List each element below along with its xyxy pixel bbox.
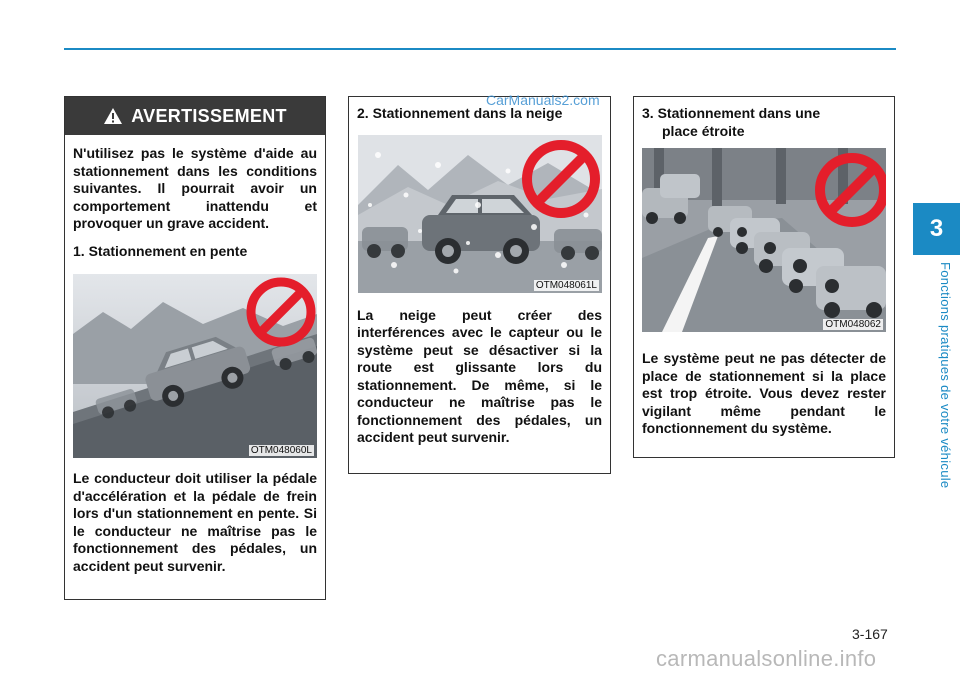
figure-snow	[358, 135, 602, 293]
figure-code: OTM048062	[825, 319, 881, 330]
item-3-text: Le système peut ne pas détecter de place de stationnement si la place est trop étroite. Vous devez rester vigilant même pendant le fonctionnement du système.	[642, 350, 886, 436]
snow-illustration	[358, 135, 602, 293]
figure-slope	[73, 274, 317, 458]
chapter-tab[interactable]	[913, 203, 960, 255]
snow-box	[348, 96, 611, 474]
figure-code: OTM048061L	[535, 279, 597, 291]
item-2-title: 2. Stationnement dans la neige	[357, 105, 563, 121]
warning-intro: N'utilisez pas le système d'aide au stationnement dans les conditions suivantes. Il pourrait avoir un comportement inattendu et provoquer un grave accident.	[73, 145, 317, 231]
item-3-title-b: place étroite	[662, 122, 745, 139]
warning-triangle-icon	[103, 107, 123, 125]
narrow-space-box	[633, 96, 895, 458]
warning-box	[64, 96, 326, 600]
chapter-number: 3	[929, 215, 944, 242]
narrow-space-illustration	[642, 148, 886, 332]
chapter-title: Fonctions pratiques de votre véhicule	[938, 262, 953, 489]
watermark-top[interactable]: CarManuals2.com	[486, 92, 600, 108]
warning-title: AVERTISSEMENT	[131, 105, 287, 126]
top-rule	[64, 48, 896, 50]
slope-illustration	[73, 274, 317, 458]
warning-header	[65, 97, 325, 135]
page-number: 3-167	[852, 626, 888, 642]
item-3-title-line1	[642, 105, 886, 123]
item-3-title-a: 3. Stationnement dans une	[642, 105, 821, 121]
item-1-text: Le conducteur doit utiliser la pédale d'accélération et la pédale de frein lors d'un stationnement en pente. Si le conducteur ne maîtrise pas le fonctionnement des pédales, un accident peut survenir.	[73, 470, 317, 574]
figure-narrow-space	[642, 148, 886, 332]
figure-code: OTM048060L	[250, 445, 312, 456]
item-2-text: La neige peut créer des interférences avec le capteur ou le système peut se désactiver si la route est glissante lors du stationnement. De même, si le conducteur ne maîtrise pas le fonctionnement des pédales, un accident peut survenir.	[357, 306, 602, 445]
item-1-title: 1. Stationnement en pente	[73, 242, 248, 259]
watermark-bottom[interactable]: carmanualsonline.info	[656, 646, 877, 671]
